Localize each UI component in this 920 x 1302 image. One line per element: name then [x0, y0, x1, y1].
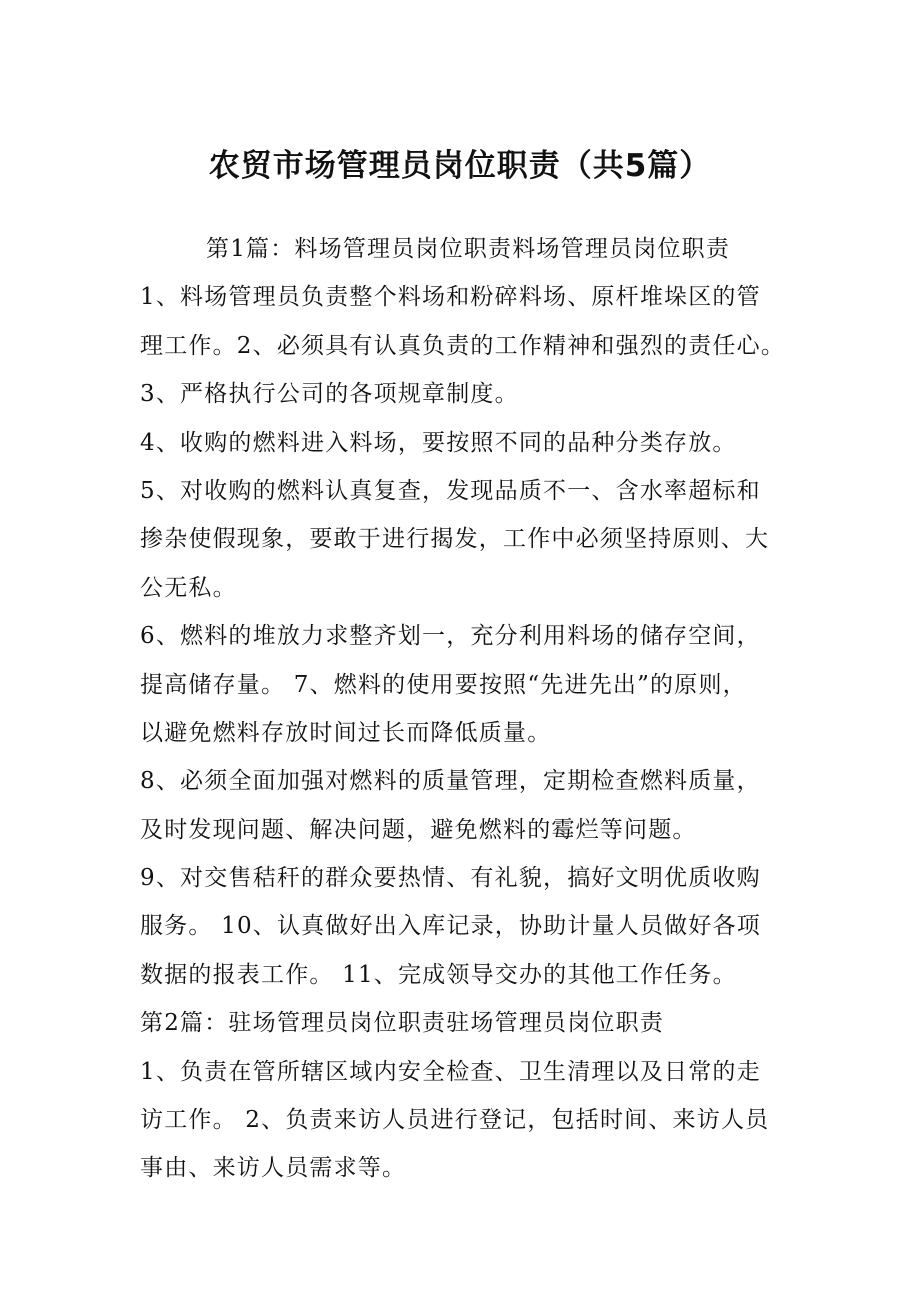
text-line: 5、对收购的燃料认真复查，发现品质不一、含水率超标和	[140, 477, 761, 504]
text-line: 掺杂使假现象，要敢于进行揭发，工作中必须坚持原则、大	[140, 526, 770, 553]
text-line: 1、负责在管所辖区域内安全检查、卫生清理以及日常的走	[140, 1058, 761, 1085]
text-line: 数据的报表工作。 11、完成领导交办的其他工作任务。	[140, 961, 737, 988]
text-line: 4、收购的燃料进入料场，要按照不同的品种分类存放。	[140, 429, 737, 456]
text-line: 服务。 10、认真做好出入库记录，协助计量人员做好各项	[140, 913, 761, 940]
text-line: 公无私。	[140, 574, 237, 601]
text-line: 及时发现问题、解决问题，避免燃料的霉烂等问题。	[140, 816, 697, 843]
text-line: 3、严格执行公司的各项规章制度。	[140, 381, 519, 408]
section-heading-2: 第2篇：驻场管理员岗位职责驻场管理员岗位职责	[140, 1010, 665, 1037]
document-body	[140, 225, 790, 1193]
text-line: 访工作。 2、负责来访人员进行登记，包括时间、来访人员	[140, 1107, 770, 1134]
text-line: 1、料场管理员负责整个料场和粉碎料场、原杆堆垛区的管	[140, 284, 761, 311]
text-line: 9、对交售秸秆的群众要热情、有礼貌，搞好文明优质收购	[140, 865, 761, 892]
section-heading-1: 第1篇：料场管理员岗位职责料场管理员岗位职责	[206, 236, 731, 262]
text-line: 提高储存量。 7、燃料的使用要按照“先进先出”的原则，	[140, 671, 747, 698]
document-title: 农贸市场管理员岗位职责（共5篇）	[208, 148, 712, 184]
text-line: 事由、来访人员需求等。	[140, 1155, 407, 1182]
text-line: 8、必须全面加强对燃料的质量管理，定期检查燃料质量，	[140, 768, 761, 795]
text-line: 以避免燃料存放时间过长而降低质量。	[140, 719, 552, 746]
text-line: 6、燃料的堆放力求整齐划一，充分利用料场的储存空间，	[140, 623, 761, 650]
text-line: 理工作。2、必须具有认真负责的工作精神和强烈的责任心。	[140, 332, 786, 359]
